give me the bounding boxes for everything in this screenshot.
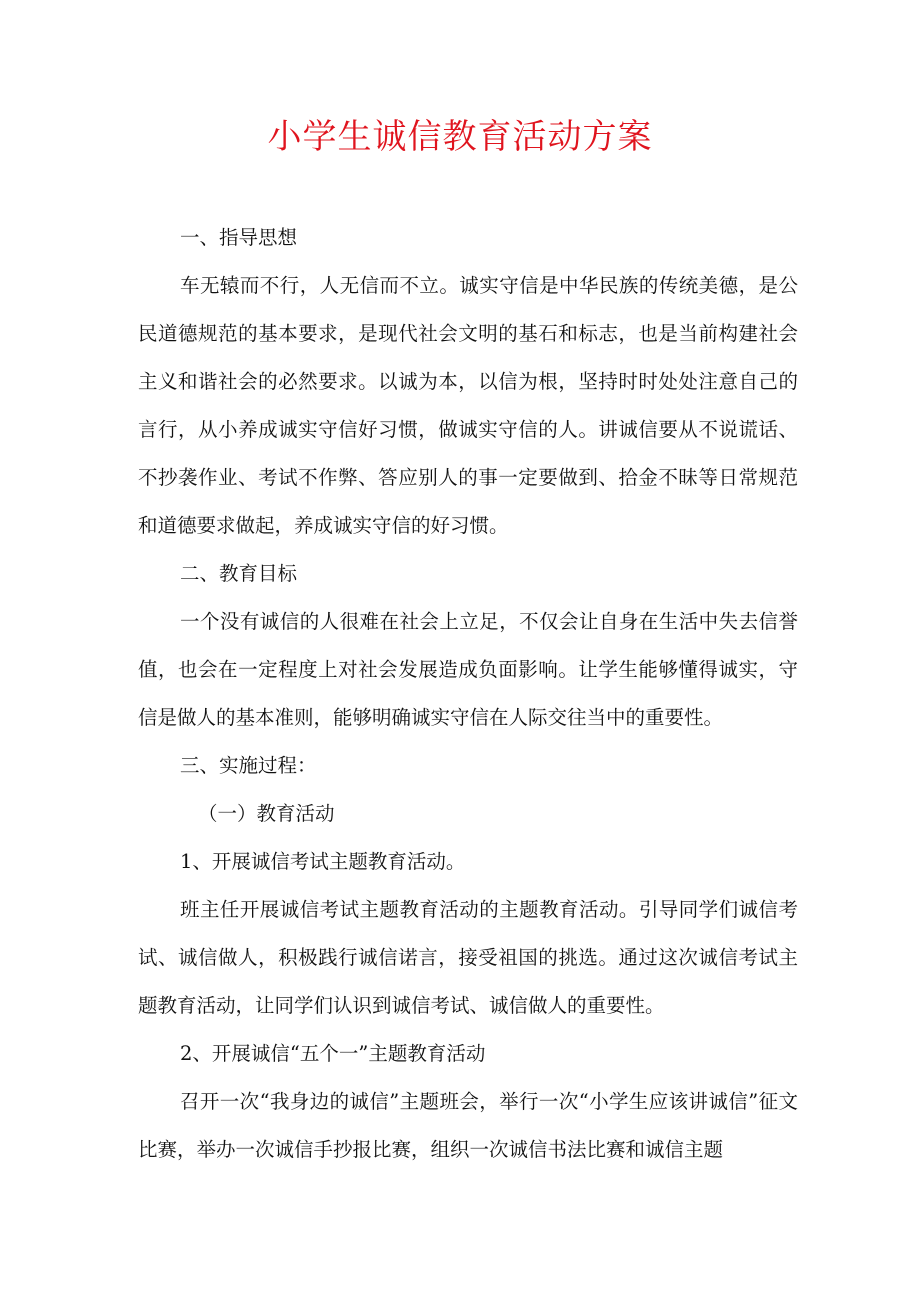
paragraph-item-2: 召开一次“我身边的诚信”主题班会，举行一次“小学生应该讲诚信”征文比赛，举办一次诚信手抄报比赛，组织一次诚信书法比赛和诚信主题 — [138, 1090, 798, 1161]
document-body — [138, 214, 798, 1174]
section-heading-implementation: 三、实施过程： — [180, 754, 317, 777]
section-heading-education-goals: 二、教育目标 — [180, 562, 298, 585]
section-heading-guiding-ideology: 一、指导思想 — [180, 226, 298, 249]
subsection-heading-education-activities: （一）教育活动 — [198, 802, 335, 825]
paragraph-education-goals: 一个没有诚信的人很难在社会上立足，不仅会让自身在生活中失去信誉值，也会在一定程度上对社会发展造成负面影响。让学生能够懂得诚实，守信是做人的基本准则，能够明确诚实守信在人际交往当中的重要性。 — [138, 610, 798, 729]
item-heading-1: 1、开展诚信考试主题教育活动。 — [180, 850, 466, 873]
paragraph-item-1: 班主任开展诚信考试主题教育活动的主题教育活动。引导同学们诚信考试、诚信做人，积极践行诚信诺言，接受祖国的挑选。通过这次诚信考试主题教育活动，让同学们认识到诚信考试、诚信做人的重要性。 — [138, 898, 798, 1017]
paragraph-guiding-ideology: 车无辕而不行，人无信而不立。诚实守信是中华民族的传统美德，是公民道德规范的基本要求，是现代社会文明的基石和标志，也是当前构建社会主义和谐社会的必然要求。以诚为本，以信为根，坚持时时处处注意自己的言行，从小养成诚实守信好习惯，做诚实守信的人。讲诚信要从不说谎话、不抄袭作业、考试不作弊、答应别人的事一定要做到、拾金不昧等日常规范和道德要求做起，养成诚实守信的好习惯。 — [138, 274, 798, 537]
item-heading-2: 2、开展诚信“五个一”主题教育活动 — [180, 1042, 486, 1065]
document-title: 小学生诚信教育活动方案 — [267, 117, 653, 157]
